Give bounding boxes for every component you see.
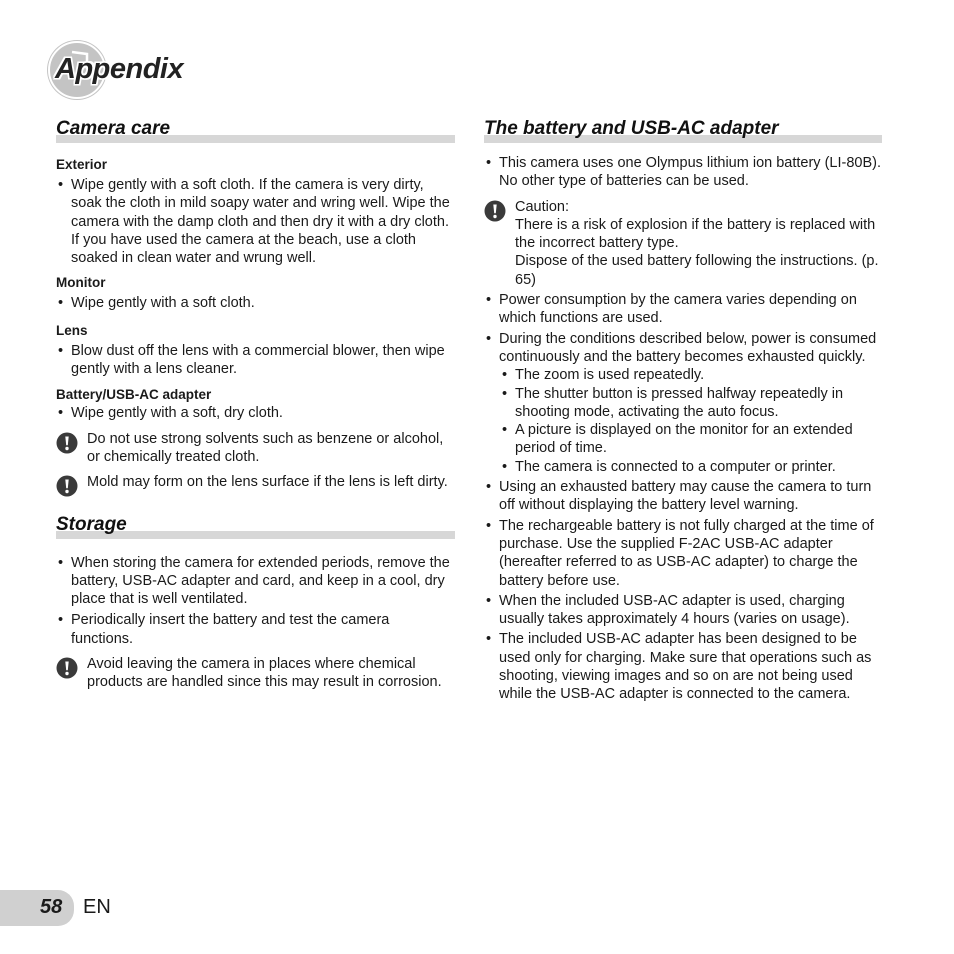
- list-item: • Blow dust off the lens with a commercial blower, then wipe gently with a lens cleaner.: [56, 342, 455, 379]
- language-code: EN: [83, 896, 111, 918]
- caution-note: [56, 655, 455, 692]
- caution-note: [484, 198, 882, 289]
- list-item: • When storing the camera for extended periods, remove the battery, USB-AC adapter and card, and keep in a cool, dry place that is well ventilated.: [56, 554, 455, 609]
- caution-text: Dispose of the used battery following the instructions. (p. 65): [515, 253, 879, 288]
- list-item: • The rechargeable battery is not fully charged at the time of purchase. Use the supplied F-2AC USB-AC adapter (hereafter referred to as USB-AC adapter) to charge the battery before use.: [484, 517, 882, 590]
- list-item: • The included USB-AC adapter has been designed to be used only for charging. Make sure that operations such as shooting, viewing images and so on are not being used while the USB-AC adapter is connected to the camera.: [484, 630, 882, 703]
- sub-list-item: • A picture is displayed on the monitor for an extended period of time.: [500, 421, 882, 458]
- battery-subheading: Battery/USB-AC adapter: [56, 387, 212, 403]
- section-title: The battery and USB-AC adapter: [484, 118, 779, 139]
- lens-subheading: Lens: [56, 322, 88, 338]
- sub-list-item: • The zoom is used repeatedly.: [500, 366, 882, 384]
- list-item: • Power consumption by the camera varies depending on which functions are used.: [484, 291, 882, 328]
- exterior-subheading: Exterior: [56, 157, 108, 172]
- list-item: • Using an exhausted battery may cause the camera to turn off without displaying the battery level warning.: [484, 478, 882, 515]
- list-item: • Wipe gently with a soft cloth. If the camera is very dirty, soak the cloth in mild soapy water and wring well. Wipe the camera with the damp cloth and then dry it with a dry cloth. If you have used the camera at the beach, use a cloth soaked in clean water and wrung well.: [56, 176, 455, 267]
- right-column: [484, 117, 882, 704]
- caution-exclamation-icon: [56, 657, 78, 679]
- page-number-tab: [0, 890, 74, 926]
- battery-list-a: [484, 291, 882, 366]
- caution-note: [56, 473, 455, 491]
- camera-care-heading: [56, 117, 455, 143]
- list-item: • When the included USB-AC adapter is used, charging usually takes approximately 4 hours (varies on usage).: [484, 592, 882, 629]
- list-item: • This camera uses one Olympus lithium ion battery (LI-80B). No other type of batteries can be used.: [484, 154, 882, 191]
- page-number: 58: [40, 896, 63, 918]
- list-item: • Periodically insert the battery and test the camera functions.: [56, 611, 455, 648]
- storage-heading: [56, 513, 455, 539]
- condition-sublist: [484, 366, 882, 476]
- battery-list-b: [484, 478, 882, 704]
- monitor-subheading: Monitor: [56, 275, 106, 291]
- caution-exclamation-icon: [56, 475, 78, 497]
- caution-label: Caution:: [515, 198, 570, 215]
- sub-list-item: • The shutter button is pressed halfway repeatedly in shooting mode, activating the auto focus.: [500, 385, 882, 422]
- note-text: Do not use strong solvents such as benzene or alcohol, or chemically treated cloth.: [87, 430, 444, 465]
- note-text: Avoid leaving the camera in places where chemical products are handled since this may result in corrosion.: [87, 656, 442, 691]
- list-item: • During the conditions described below, power is consumed continuously and the battery becomes exhausted quickly.: [484, 330, 882, 367]
- storage-list: [56, 554, 455, 648]
- section-title: Storage: [56, 513, 127, 535]
- caution-note: [56, 430, 455, 467]
- battery-intro-list: [484, 154, 882, 191]
- section-title: Camera care: [56, 118, 171, 139]
- page-title: Appendix: [55, 53, 184, 85]
- battery-list: [56, 404, 455, 422]
- battery-adapter-heading: [484, 117, 882, 143]
- monitor-list: [56, 294, 455, 312]
- list-item: • Wipe gently with a soft, dry cloth.: [56, 404, 455, 422]
- note-text: Mold may form on the lens surface if the lens is left dirty.: [87, 474, 448, 491]
- exterior-list: [56, 176, 455, 267]
- list-item: • Wipe gently with a soft cloth.: [56, 294, 455, 312]
- sub-list-item: • The camera is connected to a computer or printer.: [500, 458, 882, 476]
- caution-exclamation-icon: [56, 432, 78, 454]
- left-column: [56, 117, 455, 692]
- lens-list: [56, 342, 455, 379]
- caution-exclamation-icon: [484, 200, 506, 222]
- caution-text: There is a risk of explosion if the battery is replaced with the incorrect battery type.: [515, 216, 876, 252]
